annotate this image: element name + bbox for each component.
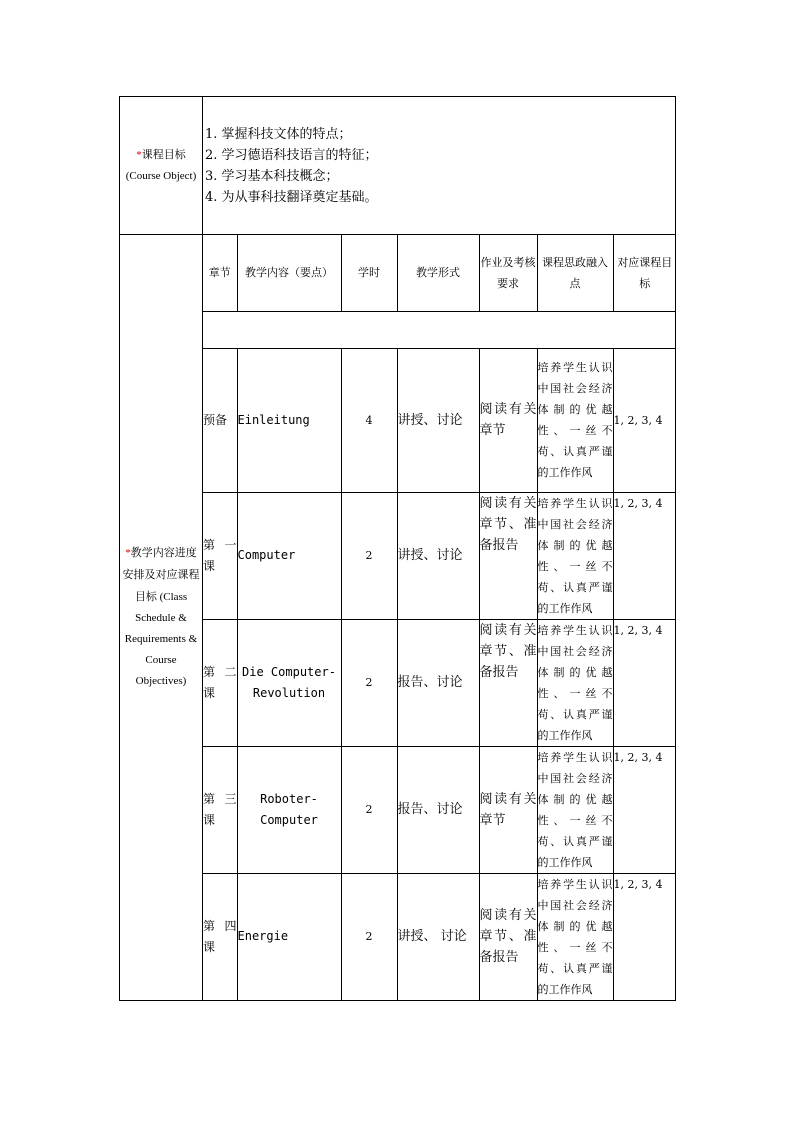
hours-cell: 2 bbox=[341, 492, 397, 619]
header-content: 教学内容（要点） bbox=[237, 235, 341, 311]
form-cell: 报告、讨论 bbox=[397, 746, 479, 873]
objective-item: 3. 学习基本科技概念； bbox=[205, 168, 339, 184]
chapter-cell: 预备 bbox=[203, 348, 237, 492]
blank-row bbox=[203, 311, 676, 348]
homework-cell: 阅读有关章节 bbox=[479, 746, 537, 873]
ideology-cell: 培养学生认识中国社会经济体制的优越性、一丝不苟、认真严谨的工作作风 bbox=[537, 873, 613, 1000]
chapter-cell: 第三课 bbox=[203, 746, 237, 873]
homework-cell: 阅读有关章节 bbox=[479, 348, 537, 492]
content-cell: Computer bbox=[237, 492, 341, 619]
homework-cell: 阅读有关章节、准备报告 bbox=[479, 492, 537, 619]
objectives-cell: 1, 2, 3, 4 bbox=[613, 873, 676, 1000]
chapter-cell: 第一课 bbox=[203, 492, 237, 619]
schedule-table bbox=[203, 235, 676, 1000]
homework-cell: 阅读有关章节、准备报告 bbox=[479, 619, 537, 746]
objectives-cell: 1, 2, 3, 4 bbox=[613, 619, 676, 746]
header-form: 教学形式 bbox=[397, 235, 479, 311]
homework-cell: 阅读有关章节、准备报告 bbox=[479, 873, 537, 1000]
objective-item: 4. 为从事科技翻译奠定基础。 bbox=[205, 189, 378, 205]
course-objective-list bbox=[203, 97, 676, 235]
chapter-cell: 第二课 bbox=[203, 619, 237, 746]
course-objective-label-en: (Course Object) bbox=[125, 170, 197, 182]
content-cell: Energie bbox=[237, 873, 341, 1000]
content-cell: Roboter-Computer bbox=[237, 746, 341, 873]
table-row bbox=[203, 348, 676, 492]
form-cell: 讲授、讨论 bbox=[397, 348, 479, 492]
header-homework: 作业及考核要求 bbox=[479, 235, 537, 311]
required-mark: * bbox=[125, 547, 131, 560]
schedule-label-zh: 教学内容进度安排及对应课程目标 bbox=[122, 546, 200, 604]
hours-cell: 2 bbox=[341, 746, 397, 873]
objectives-cell: 1, 2, 3, 4 bbox=[613, 348, 676, 492]
table-row bbox=[203, 746, 676, 873]
blank-cell bbox=[203, 311, 676, 348]
hours-cell: 2 bbox=[341, 873, 397, 1000]
form-cell: 讲授、 讨论 bbox=[397, 873, 479, 1000]
form-cell: 讲授、讨论 bbox=[397, 492, 479, 619]
hours-cell: 2 bbox=[341, 619, 397, 746]
table-row bbox=[203, 492, 676, 619]
ideology-cell: 培养学生认识中国社会经济体制的优越性、一丝不苟、认真严谨的工作作风 bbox=[537, 746, 613, 873]
course-objective-label bbox=[120, 97, 203, 235]
hours-cell: 4 bbox=[341, 348, 397, 492]
objectives-cell: 1, 2, 3, 4 bbox=[613, 746, 676, 873]
ideology-cell: 培养学生认识中国社会经济体制的优越性、一丝不苟、认真严谨的工作作风 bbox=[537, 619, 613, 746]
content-cell: Einleitung bbox=[237, 348, 341, 492]
schedule-label bbox=[120, 235, 203, 1001]
header-objectives: 对应课程目标 bbox=[613, 235, 676, 311]
header-ideology: 课程思政融入点 bbox=[537, 235, 613, 311]
header-chapter: 章节 bbox=[203, 235, 237, 311]
required-mark: * bbox=[136, 149, 142, 161]
chapter-cell: 第四课 bbox=[203, 873, 237, 1000]
schedule-header-row bbox=[203, 235, 676, 311]
course-table bbox=[119, 96, 676, 1001]
schedule-cell bbox=[203, 235, 676, 1001]
table-row bbox=[203, 619, 676, 746]
objective-item: 2. 学习德语科技语言的特征； bbox=[205, 147, 378, 163]
objective-item: 1. 掌握科技文体的特点； bbox=[205, 126, 352, 142]
course-objective-label-zh: 课程目标 bbox=[141, 148, 186, 161]
form-cell: 报告、讨论 bbox=[397, 619, 479, 746]
header-hours: 学时 bbox=[341, 235, 397, 311]
content-cell: Die Computer-Revolution bbox=[237, 619, 341, 746]
objectives-cell: 1, 2, 3, 4 bbox=[613, 492, 676, 619]
ideology-cell: 培养学生认识中国社会经济体制的优越性、一丝不苟、认真严谨的工作作风 bbox=[537, 348, 613, 492]
schedule-label-en: (Class Schedule & Requirements & Course Objectives) bbox=[124, 591, 198, 688]
ideology-cell: 培养学生认识中国社会经济体制的优越性、一丝不苟、认真严谨的工作作风 bbox=[537, 492, 613, 619]
table-row bbox=[203, 873, 676, 1000]
